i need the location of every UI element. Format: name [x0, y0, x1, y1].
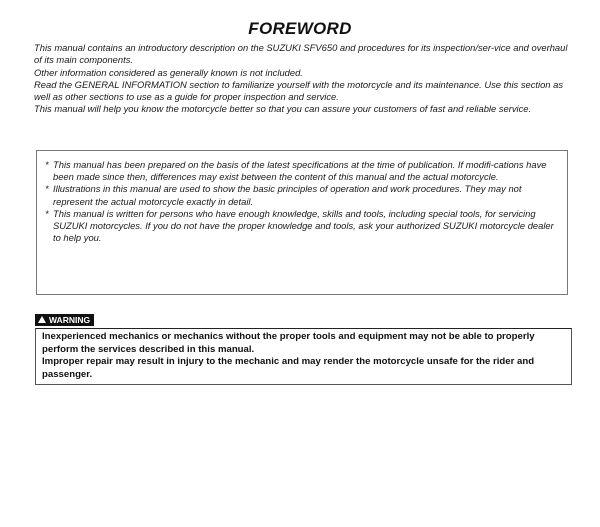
warning-text: Inexperienced mechanics or mechanics without the proper tools and equipment may not be able to properly perform the services described in this manual. [42, 331, 535, 355]
note-text: This manual has been prepared on the basis of the latest specifications at the time of publication. If modifi-cations have been made since then, differences may exist between the content of this manual and the actual motorcycle. [53, 159, 547, 183]
intro-paragraph: Other information considered as generally known is not included. [34, 66, 303, 78]
note-item [45, 208, 560, 245]
intro-paragraph: This manual will help you know the motorcycle better so that you can assure your customers of fast and reliable service. [34, 103, 532, 115]
asterisk-bullet: * [45, 159, 49, 170]
warning-text: Improper repair may result in injury to the mechanic and may render the motorcycle unsafe for the rider and passenger. [42, 356, 535, 380]
intro-paragraph: This manual contains an introductory description on the SUZUKI SFV650 and procedures for its inspection/ser-vice and overhaul of its main components. [34, 42, 568, 66]
note-item [45, 183, 560, 207]
note-text: Illustrations in this manual are used to show the basic principles of operation and work procedures. They may not represent the actual motorcycle exactly in detail. [53, 183, 522, 207]
note-text: This manual is written for persons who have enough knowledge, skills and tools, including special tools, for servicing SUZUKI motorcycles. If you do not have the proper knowledge and tools, ask your authorized SUZUKI motorcycle dealer to help you. [53, 207, 554, 244]
asterisk-bullet: * [45, 207, 49, 219]
intro-section [34, 42, 570, 116]
warning-label [35, 314, 94, 326]
intro-paragraph: Read the GENERAL INFORMATION section to familiarize yourself with the motorcycle and its maintenance. Use this section as well as other sections to use as a guide for proper inspection and service. [34, 78, 564, 103]
page-title: FOREWORD [248, 19, 352, 38]
notes-list [45, 159, 560, 244]
warning-box [35, 328, 572, 385]
warning-triangle-icon [38, 316, 46, 323]
warning-label-text: WARNING [49, 314, 91, 325]
warning-section [35, 310, 572, 385]
notes-box [36, 150, 568, 295]
note-item [45, 159, 560, 183]
asterisk-bullet: * [45, 183, 49, 195]
